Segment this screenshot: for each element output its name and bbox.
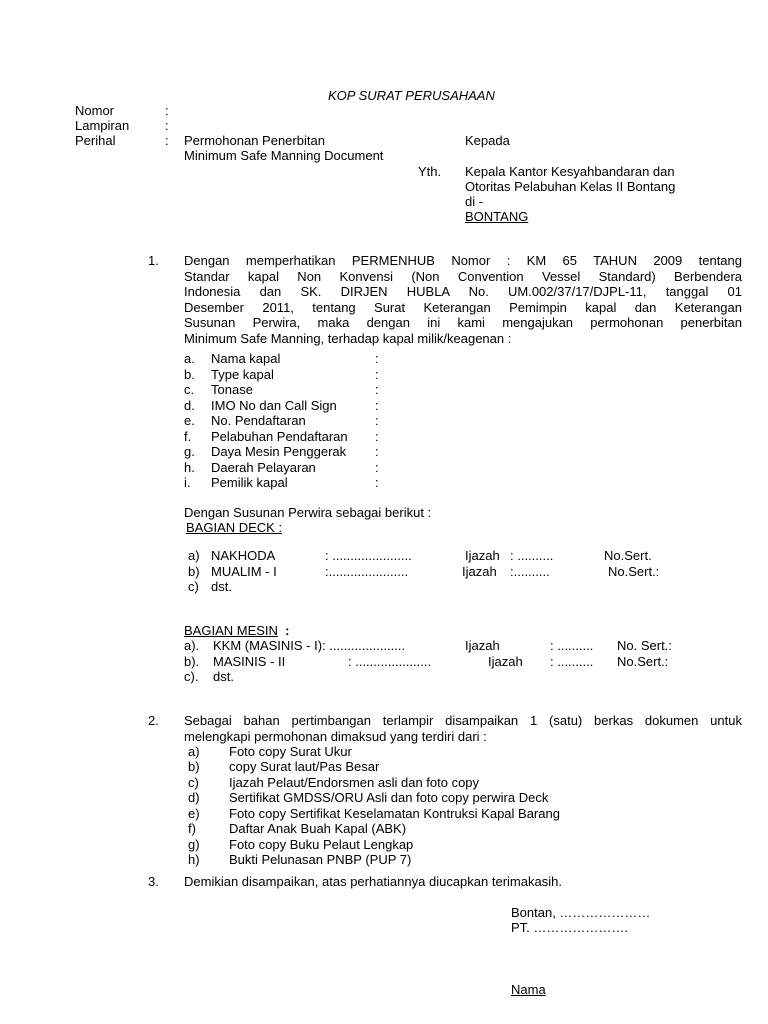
letterhead-title: KOP SURAT PERUSAHAAN [328,88,495,103]
officers-intro: Dengan Susunan Perwira sebagai berikut : [184,505,432,520]
section1-number: 1. [148,253,159,268]
document-letter: c) [188,775,199,790]
deck-row-letter: b) [188,564,200,579]
vessel-item-letter: b. [184,367,195,382]
perihal-colon: : [165,133,169,148]
nomor-colon: : [165,103,169,118]
section1-line: Dengan memperhatikan PERMENHUB Nomor : KM 65 TAHUN 2009 tentang [184,253,742,268]
engine-heading-colon: : [285,623,290,638]
section2-line: Sebagai bahan pertimbangan terlampir disampaikan 1 (satu) berkas dokumen untuk [184,713,742,728]
vessel-item-colon: : [375,444,379,459]
deck-row-name-value: : ...................... [325,548,412,563]
recipient-yth: Yth. [418,164,442,179]
engine-row-letter: a). [184,638,200,653]
section1-line: Desember 2011, tentang Surat Keterangan Pemimpin kapal dan Keterangan [184,299,742,315]
section2-paragraph [184,713,742,744]
section1-line: Indonesia dan SK. DIRJEN HUBLA No. UM.002/37/17/DJPL-11, tanggal 01 [184,284,742,299]
signature-company: PT. …………………. [511,920,629,935]
vessel-item-letter: a. [184,351,195,366]
document-letter: f) [188,821,196,836]
vessel-item-letter: e. [184,413,195,428]
deck-row-name: NAKHODA [211,548,276,563]
section2-number: 2. [148,713,159,728]
section1-line: Standar kapal Non Konvensi (Non Convention Vessel Standard) Berbendera [184,268,742,284]
vessel-item-label: Pemilik kapal [211,475,288,490]
vessel-item-letter: g. [184,444,195,459]
vessel-item-colon: : [375,367,379,382]
vessel-item-label: Type kapal [211,367,274,382]
recipient-line2: Otoritas Pelabuhan Kelas II Bontang [465,179,676,194]
engine-row-ijazah-value: : .......... [550,654,594,669]
deck-row-ijazah-value: :.......... [510,564,550,579]
deck-row-name: dst. [211,579,232,594]
recipient-line1: Kepala Kantor Kesyahbandaran dan [465,164,675,179]
vessel-item-colon: : [375,382,379,397]
engine-row-ijazah: Ijazah [465,638,500,653]
signature-name: Nama [511,982,546,997]
vessel-item-label: Daya Mesin Penggerak [211,444,347,459]
document-letter: a) [188,744,200,759]
lampiran-label: Lampiran [75,118,130,133]
document-text: Sertifikat GMDSS/ORU Asli dan foto copy perwira Deck [229,790,549,805]
deck-row-ijazah-value: : .......... [510,548,554,563]
document-letter: h) [188,852,200,867]
recipient-city: BONTANG [465,209,529,224]
vessel-item-colon: : [375,351,379,366]
vessel-item-colon: : [375,413,379,428]
vessel-item-colon: : [375,460,379,475]
vessel-item-colon: : [375,475,379,490]
vessel-item-label: IMO No dan Call Sign [211,398,337,413]
perihal-line2: Minimum Safe Manning Document [184,148,384,163]
vessel-item-letter: h. [184,460,195,475]
deck-row-name-value: :...................... [325,564,409,579]
document-text: copy Surat laut/Pas Besar [229,759,380,774]
engine-row-name: KKM (MASINIS - I): ..................... [213,638,406,653]
document-text: Ijazah Pelaut/Endorsmen asli dan foto copy [229,775,480,790]
vessel-item-letter: d. [184,398,195,413]
vessel-item-label: Tonase [211,382,253,397]
document-text: Foto copy Surat Ukur [229,744,352,759]
engine-row-sert: No.Sert.: [617,654,669,669]
document-text: Foto copy Sertifikat Keselamatan Kontruksi Kapal Barang [229,806,560,821]
vessel-item-letter: f. [184,429,192,444]
engine-row-name-value: : ..................... [348,654,432,669]
deck-row-ijazah: Ijazah [465,548,500,563]
section3-text: Demikian disampaikan, atas perhatiannya diucapkan terimakasih. [184,874,562,889]
section1-line: Minimum Safe Manning, terhadap kapal milik/keagenan : [184,330,512,346]
vessel-item-label: Nama kapal [211,351,281,366]
engine-heading-block [184,623,290,639]
document-letter: d) [188,790,200,805]
document-text: Foto copy Buku Pelaut Lengkap [229,837,414,852]
deck-row-sert: No.Sert. [604,548,652,563]
deck-row-ijazah: Ijazah [462,564,497,579]
deck-heading: BAGIAN DECK : [186,520,283,535]
vessel-item-letter: i. [184,475,191,490]
deck-row-letter: c) [188,579,199,594]
deck-row-name: MUALIM - I [211,564,277,579]
vessel-item-letter: c. [184,382,195,397]
engine-row-ijazah-value: : .......... [550,638,594,653]
document-text: Bukti Pelunasan PNBP (PUP 7) [229,852,412,867]
section1-line: Susunan Perwira, maka dengan ini kami mengajukan permohonan penerbitan [184,315,742,330]
section3-number: 3. [148,874,159,889]
signature-place-date: Bontan, ………………… [511,905,651,920]
engine-row-letter: c). [184,669,199,684]
document-letter: g) [188,837,200,852]
engine-row-ijazah: Ijazah [488,654,523,669]
deck-row-letter: a) [188,548,200,563]
vessel-item-label: Pelabuhan Pendaftaran [211,429,348,444]
engine-row-letter: b). [184,654,200,669]
engine-heading: BAGIAN MESIN [184,623,278,638]
engine-row-sert: No. Sert.: [617,638,672,653]
document-letter: e) [188,806,200,821]
vessel-item-colon: : [375,429,379,444]
engine-row-name: MASINIS - II [213,654,286,669]
deck-row-sert: No.Sert.: [608,564,660,579]
recipient-line3: di - [465,194,484,209]
vessel-item-label: No. Pendaftaran [211,413,306,428]
recipient-kepada: Kepada [465,133,510,148]
engine-row-name: dst. [213,669,234,684]
document-text: Daftar Anak Buah Kapal (ABK) [229,821,407,836]
document-letter: b) [188,759,200,774]
lampiran-colon: : [165,118,169,133]
perihal-line1: Permohonan Penerbitan [184,133,325,148]
section2-line: melengkapi permohonan dimaksud yang terdiri dari : [184,728,487,744]
vessel-item-colon: : [375,398,379,413]
nomor-label: Nomor [75,103,115,118]
perihal-label: Perihal [75,133,116,148]
vessel-item-label: Daerah Pelayaran [211,460,316,475]
section1-paragraph [184,253,742,346]
